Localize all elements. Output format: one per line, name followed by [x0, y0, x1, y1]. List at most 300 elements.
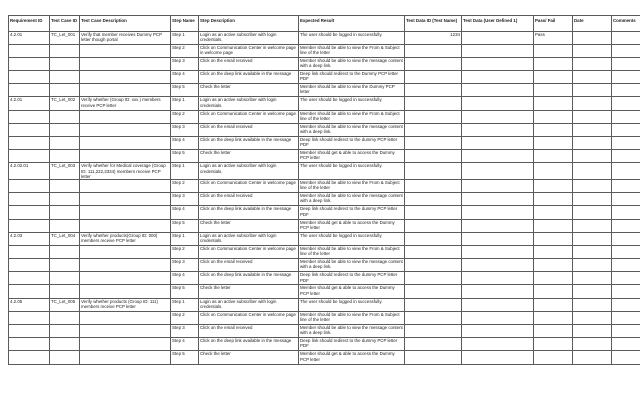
test-case-id-cell[interactable] [50, 179, 80, 192]
date-cell[interactable] [573, 163, 612, 180]
pass-fail-cell[interactable] [534, 179, 573, 192]
test-data-cell[interactable] [462, 232, 534, 245]
date-cell[interactable] [573, 311, 612, 324]
date-cell[interactable] [573, 259, 612, 272]
date-cell[interactable] [573, 232, 612, 245]
pass-fail-cell[interactable] [534, 44, 573, 57]
comments-cell[interactable] [612, 137, 640, 150]
expected-result-cell[interactable]: Member should be able to view the message content with a deep link. [299, 57, 405, 70]
date-cell[interactable] [573, 57, 612, 70]
requirement-id-cell[interactable] [9, 123, 50, 136]
step-description-cell[interactable]: Check the letter [199, 351, 299, 364]
requirement-id-cell[interactable] [9, 285, 50, 298]
test-data-id-cell[interactable] [405, 57, 462, 70]
requirement-id-cell[interactable] [9, 57, 50, 70]
date-cell[interactable] [573, 325, 612, 338]
expected-result-cell[interactable]: Member should be able to view the Dummy PCP letter [299, 84, 405, 97]
test-data-cell[interactable] [462, 298, 534, 311]
test-data-cell[interactable] [462, 206, 534, 219]
pass-fail-cell[interactable] [534, 193, 573, 206]
test-case-description-cell[interactable]: Verify that member receives Dummy PCP letter though portal [80, 31, 171, 44]
test-data-cell[interactable] [462, 219, 534, 232]
step-name-cell[interactable]: Step 2 [171, 311, 199, 324]
comments-cell[interactable] [612, 193, 640, 206]
test-data-cell[interactable] [462, 71, 534, 84]
date-cell[interactable] [573, 179, 612, 192]
test-data-id-cell[interactable] [405, 285, 462, 298]
test-data-id-cell[interactable] [405, 338, 462, 351]
step-description-cell[interactable]: Login as an active subscriber with login credentials. [199, 97, 299, 110]
pass-fail-cell[interactable] [534, 123, 573, 136]
test-case-id-cell[interactable] [50, 110, 80, 123]
step-name-cell[interactable]: Step 2 [171, 245, 199, 258]
step-description-cell[interactable]: Click on the deep link available in the message [199, 71, 299, 84]
test-case-description-cell[interactable] [80, 137, 171, 150]
test-case-id-cell[interactable]: TC_Let_003 [50, 163, 80, 180]
requirement-id-cell[interactable] [9, 137, 50, 150]
table-row [9, 351, 640, 364]
expected-result-cell[interactable]: Member should be able to view the From & Subject line of the letter [299, 44, 405, 57]
test-case-description-cell[interactable] [80, 219, 171, 232]
requirement-id-cell[interactable] [9, 71, 50, 84]
requirement-id-cell[interactable] [9, 272, 50, 285]
step-name-cell[interactable]: Step 3 [171, 123, 199, 136]
step-description-cell[interactable]: Check the letter [199, 84, 299, 97]
test-case-description-cell[interactable] [80, 123, 171, 136]
comments-cell[interactable] [612, 44, 640, 57]
requirement-id-cell[interactable] [9, 150, 50, 163]
test-data-cell[interactable] [462, 285, 534, 298]
test-data-cell[interactable] [462, 259, 534, 272]
test-case-description-cell[interactable] [80, 272, 171, 285]
table-row [9, 137, 640, 150]
requirement-id-cell[interactable] [9, 311, 50, 324]
pass-fail-cell[interactable] [534, 338, 573, 351]
table-row [9, 338, 640, 351]
expected-result-cell[interactable]: Member should be able to view the message content with a deep link. [299, 259, 405, 272]
step-description-cell[interactable]: Click on the email received [199, 57, 299, 70]
test-case-description-cell[interactable]: Verify whether products (Group ID: 111) members receive PCP letter [80, 298, 171, 311]
pass-fail-cell[interactable] [534, 245, 573, 258]
table-row [9, 110, 640, 123]
test-case-description-cell[interactable] [80, 193, 171, 206]
test-case-id-cell[interactable] [50, 57, 80, 70]
step-name-cell[interactable]: Step 1 [171, 97, 199, 110]
test-data-cell[interactable] [462, 84, 534, 97]
requirement-id-cell[interactable] [9, 193, 50, 206]
date-cell[interactable] [573, 110, 612, 123]
table-row [9, 71, 640, 84]
test-data-id-cell[interactable] [405, 325, 462, 338]
test-data-cell[interactable] [462, 338, 534, 351]
test-data-cell[interactable] [462, 163, 534, 180]
test-case-id-cell[interactable] [50, 123, 80, 136]
step-name-cell[interactable]: Step 3 [171, 259, 199, 272]
pass-fail-cell[interactable] [534, 232, 573, 245]
pass-fail-cell[interactable] [534, 311, 573, 324]
requirement-id-cell[interactable]: 4.2.01 [9, 97, 50, 110]
table-row [9, 44, 640, 57]
test-case-id-cell[interactable] [50, 259, 80, 272]
step-description-cell[interactable]: Login as an active subscriber with login credentials. [199, 31, 299, 44]
step-name-cell[interactable]: Step 4 [171, 272, 199, 285]
step-name-cell[interactable]: Step 3 [171, 57, 199, 70]
test-data-cell[interactable] [462, 179, 534, 192]
header-test-case-description: Test Case Description [80, 16, 171, 32]
step-name-cell[interactable]: Step 1 [171, 232, 199, 245]
table-row [9, 150, 640, 163]
test-data-id-cell[interactable] [405, 71, 462, 84]
date-cell[interactable] [573, 193, 612, 206]
pass-fail-cell[interactable]: Pass [534, 31, 573, 44]
header-step-description: Step Description [199, 16, 299, 32]
table-row [9, 285, 640, 298]
test-data-id-cell[interactable] [405, 163, 462, 180]
step-description-cell[interactable]: Login as an active subscriber with login credentials. [199, 163, 299, 180]
test-case-description-cell[interactable]: Verify whether for Medical coverage (Group ID: 111,222,3334) members receive PCP letter [80, 163, 171, 180]
comments-cell[interactable] [612, 179, 640, 192]
pass-fail-cell[interactable] [534, 97, 573, 110]
comments-cell[interactable] [612, 351, 640, 364]
date-cell[interactable] [573, 285, 612, 298]
requirement-id-cell[interactable] [9, 351, 50, 364]
test-data-cell[interactable] [462, 137, 534, 150]
requirement-id-cell[interactable] [9, 84, 50, 97]
expected-result-cell[interactable]: Member should get & able to access the Dummy PCP letter [299, 150, 405, 163]
test-data-cell[interactable] [462, 325, 534, 338]
test-data-id-cell[interactable] [405, 44, 462, 57]
test-data-cell[interactable] [462, 110, 534, 123]
comments-cell[interactable] [612, 206, 640, 219]
requirement-id-cell[interactable] [9, 44, 50, 57]
step-name-cell[interactable]: Step 5 [171, 351, 199, 364]
date-cell[interactable] [573, 71, 612, 84]
step-name-cell[interactable]: Step 4 [171, 137, 199, 150]
test-data-id-cell[interactable] [405, 298, 462, 311]
table-row [9, 219, 640, 232]
test-data-cell[interactable] [462, 123, 534, 136]
step-name-cell[interactable]: Step 5 [171, 150, 199, 163]
comments-cell[interactable] [612, 57, 640, 70]
test-case-id-cell[interactable] [50, 206, 80, 219]
test-case-description-cell[interactable] [80, 285, 171, 298]
test-case-id-cell[interactable] [50, 351, 80, 364]
step-name-cell[interactable]: Step 2 [171, 44, 199, 57]
step-description-cell[interactable]: Click on Communication Center in welcome page in welcome page [199, 44, 299, 57]
table-row [9, 298, 640, 311]
step-name-cell[interactable]: Step 4 [171, 71, 199, 84]
expected-result-cell[interactable]: The user should be logged in successfully. [299, 232, 405, 245]
step-description-cell[interactable]: Click on the email received [199, 123, 299, 136]
step-description-cell[interactable]: Click on the email received [199, 193, 299, 206]
test-data-cell[interactable] [462, 150, 534, 163]
pass-fail-cell[interactable] [534, 325, 573, 338]
step-name-cell[interactable]: Step 2 [171, 110, 199, 123]
header-pass-fail: Pass/ Fail [534, 16, 573, 32]
table-row [9, 311, 640, 324]
test-case-id-cell[interactable] [50, 44, 80, 57]
test-data-id-cell[interactable] [405, 219, 462, 232]
pass-fail-cell[interactable] [534, 110, 573, 123]
requirement-id-cell[interactable] [9, 259, 50, 272]
test-case-id-cell[interactable]: TC_Let_004 [50, 232, 80, 245]
test-case-description-cell[interactable]: Verify whether products(Group ID: 000) members receive PCP letter [80, 232, 171, 245]
expected-result-cell[interactable]: Member should be able to view the From & Subject line of the letter [299, 245, 405, 258]
requirement-id-cell[interactable] [9, 245, 50, 258]
requirement-id-cell[interactable] [9, 325, 50, 338]
comments-cell[interactable] [612, 31, 640, 44]
comments-cell[interactable] [612, 232, 640, 245]
step-name-cell[interactable]: Step 5 [171, 219, 199, 232]
test-case-description-cell[interactable] [80, 206, 171, 219]
test-case-id-cell[interactable]: TC_Let_002 [50, 97, 80, 110]
comments-cell[interactable] [612, 150, 640, 163]
step-name-cell[interactable]: Step 5 [171, 84, 199, 97]
pass-fail-cell[interactable] [534, 57, 573, 70]
test-case-description-cell[interactable] [80, 71, 171, 84]
table-row [9, 31, 640, 44]
requirement-id-cell[interactable] [9, 338, 50, 351]
expected-result-cell[interactable]: Member should get & able to access the Dummy PCP letter [299, 351, 405, 364]
test-case-id-cell[interactable] [50, 193, 80, 206]
pass-fail-cell[interactable] [534, 150, 573, 163]
test-data-id-cell[interactable] [405, 123, 462, 136]
test-data-id-cell[interactable] [405, 232, 462, 245]
test-data-id-cell[interactable] [405, 311, 462, 324]
step-description-cell[interactable]: Check the letter [199, 285, 299, 298]
test-data-cell[interactable] [462, 44, 534, 57]
test-data-cell[interactable] [462, 245, 534, 258]
table-row [9, 232, 640, 245]
test-case-id-cell[interactable] [50, 272, 80, 285]
date-cell[interactable] [573, 137, 612, 150]
comments-cell[interactable] [612, 259, 640, 272]
expected-result-cell[interactable]: The user should be logged in successfully. [299, 298, 405, 311]
test-data-id-cell[interactable] [405, 179, 462, 192]
table-row [9, 97, 640, 110]
expected-result-cell[interactable]: The user should be logged in successfully. [299, 97, 405, 110]
test-case-id-cell[interactable] [50, 325, 80, 338]
pass-fail-cell[interactable] [534, 219, 573, 232]
expected-result-cell[interactable]: Deep link should redirect to the dummy PCP letter PDF [299, 338, 405, 351]
comments-cell[interactable] [612, 285, 640, 298]
step-description-cell[interactable]: Click on Communication Center in welcome page [199, 110, 299, 123]
step-description-cell[interactable]: Click on Communication Center in welcome page [199, 311, 299, 324]
test-data-cell[interactable] [462, 272, 534, 285]
test-data-id-cell[interactable] [405, 272, 462, 285]
pass-fail-cell[interactable] [534, 351, 573, 364]
expected-result-cell[interactable]: Member should be able to view the message content with a deep link. [299, 193, 405, 206]
test-case-id-cell[interactable] [50, 71, 80, 84]
test-data-cell[interactable] [462, 311, 534, 324]
pass-fail-cell[interactable] [534, 163, 573, 180]
test-data-id-cell[interactable] [405, 137, 462, 150]
header-row [9, 16, 640, 32]
test-data-id-cell[interactable] [405, 150, 462, 163]
date-cell[interactable] [573, 206, 612, 219]
step-description-cell[interactable]: Click on the deep link available in the message [199, 206, 299, 219]
expected-result-cell[interactable]: Member should be able to view the message content with a deep link. [299, 325, 405, 338]
pass-fail-cell[interactable] [534, 71, 573, 84]
step-name-cell[interactable]: Step 4 [171, 338, 199, 351]
step-description-cell[interactable]: Click on the email received [199, 325, 299, 338]
comments-cell[interactable] [612, 84, 640, 97]
date-cell[interactable] [573, 272, 612, 285]
date-cell[interactable] [573, 150, 612, 163]
step-name-cell[interactable]: Step 4 [171, 206, 199, 219]
test-case-id-cell[interactable] [50, 150, 80, 163]
date-cell[interactable] [573, 298, 612, 311]
date-cell[interactable] [573, 44, 612, 57]
test-data-id-cell[interactable] [405, 193, 462, 206]
comments-cell[interactable] [612, 71, 640, 84]
date-cell[interactable] [573, 97, 612, 110]
step-description-cell[interactable]: Check the letter [199, 150, 299, 163]
header-requirement-id: Requirement ID [9, 16, 50, 32]
step-name-cell[interactable]: Step 3 [171, 325, 199, 338]
expected-result-cell[interactable]: Member should be able to view the From & Subject line of the letter [299, 110, 405, 123]
table-row [9, 57, 640, 70]
test-case-description-cell[interactable] [80, 110, 171, 123]
pass-fail-cell[interactable] [534, 285, 573, 298]
comments-cell[interactable] [612, 245, 640, 258]
step-name-cell[interactable]: Step 2 [171, 179, 199, 192]
table-row [9, 259, 640, 272]
date-cell[interactable] [573, 84, 612, 97]
step-name-cell[interactable]: Step 1 [171, 163, 199, 180]
pass-fail-cell[interactable] [534, 259, 573, 272]
expected-result-cell[interactable]: Deep link should redirect to the dummy PCP letter PDF [299, 137, 405, 150]
test-case-description-cell[interactable] [80, 57, 171, 70]
test-data-id-cell[interactable] [405, 259, 462, 272]
requirement-id-cell[interactable]: 4.2.03 [9, 232, 50, 245]
test-case-description-cell[interactable]: Verify whether (Group ID: xxx ) members receive PCP letter [80, 97, 171, 110]
test-data-id-cell[interactable] [405, 97, 462, 110]
expected-result-cell[interactable]: Member should get & able to access the Dummy PCP letter [299, 285, 405, 298]
pass-fail-cell[interactable] [534, 272, 573, 285]
requirement-id-cell[interactable] [9, 110, 50, 123]
test-case-id-cell[interactable] [50, 84, 80, 97]
pass-fail-cell[interactable] [534, 298, 573, 311]
test-case-description-cell[interactable] [80, 325, 171, 338]
test-data-cell[interactable] [462, 351, 534, 364]
table-row [9, 193, 640, 206]
test-case-id-cell[interactable] [50, 285, 80, 298]
step-name-cell[interactable]: Step 3 [171, 193, 199, 206]
step-description-cell[interactable]: Click on the deep link available in the message [199, 137, 299, 150]
requirement-id-cell[interactable] [9, 219, 50, 232]
test-data-id-cell[interactable] [405, 84, 462, 97]
requirement-id-cell[interactable]: 4.2.02.01 [9, 163, 50, 180]
comments-cell[interactable] [612, 123, 640, 136]
test-case-description-cell[interactable] [80, 259, 171, 272]
step-description-cell[interactable]: Login as an active subscriber with login credentials. [199, 232, 299, 245]
test-case-description-cell[interactable] [80, 311, 171, 324]
requirement-id-cell[interactable]: 4.2.05 [9, 298, 50, 311]
expected-result-cell[interactable]: Member should be able to view the From & Subject line of the letter [299, 179, 405, 192]
expected-result-cell[interactable]: Deep link should redirect to the dummy PCP letter PDF [299, 272, 405, 285]
step-name-cell[interactable]: Step 1 [171, 31, 199, 44]
pass-fail-cell[interactable] [534, 84, 573, 97]
comments-cell[interactable] [612, 325, 640, 338]
step-description-cell[interactable]: Click on the deep link available in the message [199, 272, 299, 285]
test-data-id-cell[interactable] [405, 351, 462, 364]
table-row [9, 123, 640, 136]
step-description-cell[interactable]: Login as an active subscriber with login credentials. [199, 298, 299, 311]
date-cell[interactable] [573, 123, 612, 136]
expected-result-cell[interactable]: Member should get & able to access the Dummy PCP letter [299, 219, 405, 232]
test-case-id-cell[interactable] [50, 137, 80, 150]
pass-fail-cell[interactable] [534, 137, 573, 150]
expected-result-cell[interactable]: The user should be logged in successfully. [299, 31, 405, 44]
step-name-cell[interactable]: Step 5 [171, 285, 199, 298]
step-name-cell[interactable]: Step 1 [171, 298, 199, 311]
comments-cell[interactable] [612, 311, 640, 324]
comments-cell[interactable] [612, 163, 640, 180]
test-case-id-cell[interactable]: TC_Let_001 [50, 31, 80, 44]
requirement-id-cell[interactable]: 4.2.01 [9, 31, 50, 44]
test-case-description-cell[interactable] [80, 84, 171, 97]
expected-result-cell[interactable]: Deep link should redirect to the dummy PCP letter PDF [299, 206, 405, 219]
test-case-description-cell[interactable] [80, 150, 171, 163]
test-case-description-cell[interactable] [80, 179, 171, 192]
step-description-cell[interactable]: Check the letter [199, 219, 299, 232]
test-case-id-cell[interactable] [50, 245, 80, 258]
test-data-id-cell[interactable] [405, 110, 462, 123]
expected-result-cell[interactable]: Deep link should redirect to the Dummy PCP letter PDF [299, 71, 405, 84]
comments-cell[interactable] [612, 97, 640, 110]
step-description-cell[interactable]: Click on the deep link available in the message [199, 338, 299, 351]
test-case-id-cell[interactable]: TC_Let_005 [50, 298, 80, 311]
requirement-id-cell[interactable] [9, 206, 50, 219]
date-cell[interactable] [573, 31, 612, 44]
comments-cell[interactable] [612, 298, 640, 311]
date-cell[interactable] [573, 351, 612, 364]
step-description-cell[interactable]: Click on Communication Center in welcome page [199, 179, 299, 192]
date-cell[interactable] [573, 219, 612, 232]
test-data-id-cell[interactable]: 1234 [405, 31, 462, 44]
comments-cell[interactable] [612, 338, 640, 351]
requirement-id-cell[interactable] [9, 179, 50, 192]
test-data-cell[interactable] [462, 97, 534, 110]
test-data-cell[interactable] [462, 31, 534, 44]
date-cell[interactable] [573, 338, 612, 351]
test-case-id-cell[interactable] [50, 311, 80, 324]
date-cell[interactable] [573, 245, 612, 258]
header-comments: Comments [612, 16, 640, 32]
comments-cell[interactable] [612, 219, 640, 232]
test-case-id-cell[interactable] [50, 219, 80, 232]
test-data-cell[interactable] [462, 193, 534, 206]
test-data-id-cell[interactable] [405, 245, 462, 258]
expected-result-cell[interactable]: The user should be logged in successfully. [299, 163, 405, 180]
comments-cell[interactable] [612, 110, 640, 123]
test-case-description-cell[interactable] [80, 245, 171, 258]
test-data-cell[interactable] [462, 57, 534, 70]
step-description-cell[interactable]: Click on Communication Center in welcome page [199, 245, 299, 258]
table-row [9, 325, 640, 338]
pass-fail-cell[interactable] [534, 206, 573, 219]
step-description-cell[interactable]: Click on the email received [199, 259, 299, 272]
test-case-description-cell[interactable] [80, 351, 171, 364]
test-data-id-cell[interactable] [405, 206, 462, 219]
test-case-id-cell[interactable] [50, 338, 80, 351]
test-case-description-cell[interactable] [80, 44, 171, 57]
test-case-description-cell[interactable] [80, 338, 171, 351]
expected-result-cell[interactable]: Member should be able to view the From & Subject line of the letter [299, 311, 405, 324]
expected-result-cell[interactable]: Member should be able to view the message content with a deep link. [299, 123, 405, 136]
comments-cell[interactable] [612, 272, 640, 285]
